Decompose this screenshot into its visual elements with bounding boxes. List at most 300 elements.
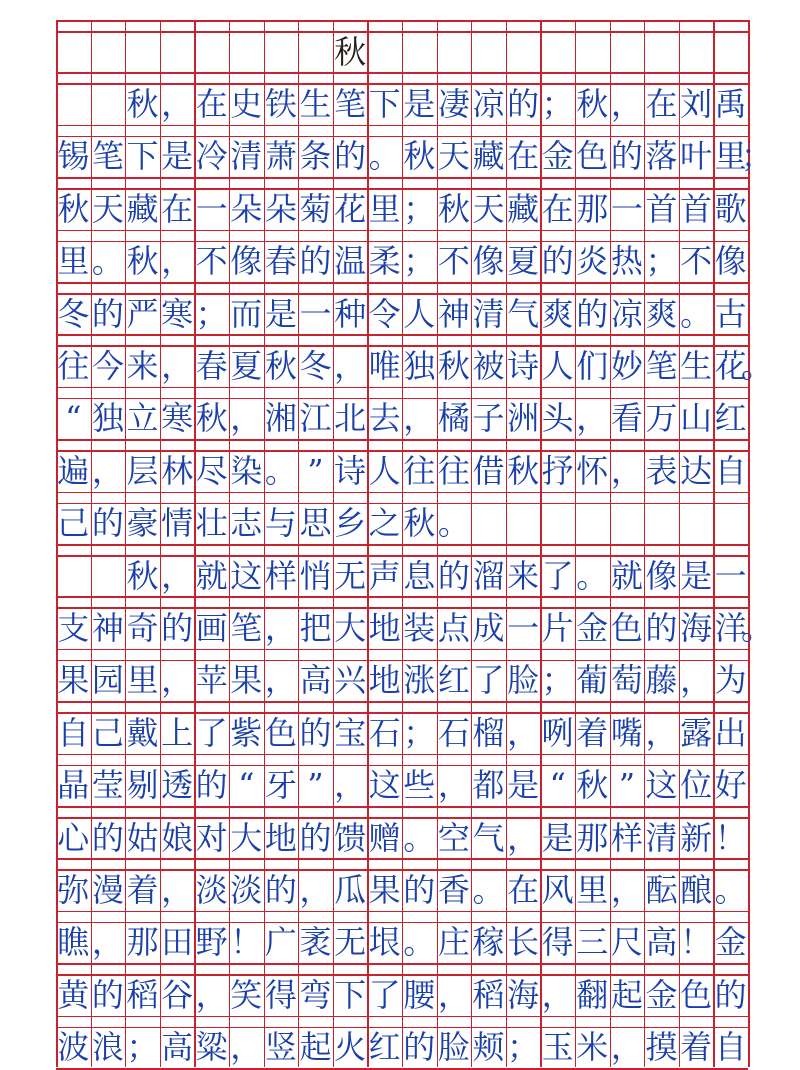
essay-char: 画: [195, 609, 228, 648]
essay-char: 粱: [195, 1028, 228, 1067]
essay-char: 藤: [645, 661, 678, 700]
essay-char: 得: [541, 923, 574, 962]
essay-char: 果: [230, 661, 263, 700]
essay-char: ，: [230, 1028, 263, 1067]
essay-char: 不: [437, 242, 470, 281]
essay-char: 了: [195, 713, 228, 752]
essay-char: 志: [230, 504, 263, 543]
essay-char: ；: [741, 137, 774, 176]
essay-char: 晶: [57, 766, 90, 805]
essay-char: 己: [57, 504, 90, 543]
essay-char: 漫: [91, 871, 124, 910]
essay-char: 广: [264, 923, 297, 962]
essay-char: ；: [541, 85, 574, 124]
essay-char: 些: [403, 766, 436, 805]
essay-char: 们: [576, 347, 609, 386]
essay-char: 三: [576, 923, 609, 962]
essay-char: 腰: [403, 975, 436, 1014]
essay-char: 豪: [126, 504, 159, 543]
essay-char: 来: [126, 347, 159, 386]
essay-char: 北: [334, 399, 367, 438]
essay-char: 清: [230, 137, 263, 176]
essay-char: 大: [230, 818, 263, 857]
essay-char: 秋: [57, 189, 90, 228]
essay-char: 着: [576, 713, 609, 752]
essay-char: 人: [403, 294, 436, 333]
essay-char: 的: [299, 818, 332, 857]
essay-char: 高: [161, 1028, 194, 1067]
essay-char: 落: [645, 137, 678, 176]
essay-char: 兴: [334, 661, 367, 700]
essay-char: ；: [126, 1028, 159, 1067]
essay-char: 谷: [161, 975, 194, 1014]
essay-char: 心: [57, 818, 90, 857]
essay-char: 而: [230, 294, 263, 333]
essay-char: 。: [741, 347, 774, 386]
essay-char: 达: [680, 451, 713, 490]
essay-char: 热: [610, 242, 643, 281]
essay-char: 娘: [161, 818, 194, 857]
essay-char: 。: [368, 137, 401, 176]
essay-char: 石: [437, 713, 470, 752]
essay-char: 果: [368, 871, 401, 910]
essay-char: 叶: [680, 137, 713, 176]
essay-char: 一: [299, 294, 332, 333]
essay-char: 借: [472, 451, 505, 490]
essay-char: 凉: [472, 85, 505, 124]
essay-char: 。: [472, 871, 505, 910]
essay-char: 的: [403, 871, 436, 910]
essay-char: ”: [618, 766, 636, 805]
essay-char: 浪: [91, 1028, 124, 1067]
essay-char: 金: [645, 975, 678, 1014]
essay-char: 柔: [368, 242, 401, 281]
essay-char: 样: [264, 556, 297, 595]
essay-char: 寒: [161, 399, 194, 438]
essay-char: 葡: [576, 661, 609, 700]
essay-char: 红: [368, 1028, 401, 1067]
essay-char: 姑: [126, 818, 159, 857]
essay-char: 往: [437, 451, 470, 490]
essay-char: 染: [230, 451, 263, 490]
essay-char: 透: [161, 766, 194, 805]
essay-char: “: [549, 766, 566, 805]
essay-char: 的: [161, 609, 194, 648]
essay-char: 莹: [91, 766, 124, 805]
essay-char: ，: [576, 399, 609, 438]
essay-char: 。: [680, 294, 713, 333]
essay-char: 橘: [437, 399, 470, 438]
essay-char: 点: [437, 609, 470, 648]
essay-char: 。: [714, 871, 747, 910]
essay-char: 地: [264, 818, 297, 857]
essay-char: 那: [576, 189, 609, 228]
essay-char: 夏: [507, 242, 540, 281]
essay-char: ，: [161, 556, 194, 595]
essay-char: 笔: [334, 85, 367, 124]
essay-char: 是: [264, 294, 297, 333]
essay-char: 起: [299, 1028, 332, 1067]
essay-char: 头: [541, 399, 574, 438]
essay-char: 生: [680, 347, 713, 386]
essay-char: 抒: [541, 451, 574, 490]
essay-char: 海: [507, 975, 540, 1014]
essay-char: 空: [437, 818, 470, 857]
essay-char: 寒: [161, 294, 194, 333]
essay-char: 色: [576, 137, 609, 176]
essay-char: 的: [541, 242, 574, 281]
essay-char: 把: [299, 609, 332, 648]
essay-char: 地: [368, 661, 401, 700]
essay-char: ，: [610, 1028, 643, 1067]
essay-char: 榴: [472, 713, 505, 752]
essay-char: ”: [307, 451, 324, 490]
essay-char: 无: [334, 923, 367, 962]
essay-char: 首: [680, 189, 713, 228]
essay-char: 的: [437, 556, 470, 595]
essay-char: ，: [610, 451, 643, 490]
essay-char: 里: [714, 137, 747, 176]
essay-char: 萧: [264, 137, 297, 176]
essay-char: 颊: [472, 1028, 505, 1067]
essay-char: ！: [680, 923, 713, 962]
essay-char: 情: [161, 504, 194, 543]
essay-char: 奇: [126, 609, 159, 648]
essay-char: 。: [264, 451, 297, 490]
essay-char: 往: [403, 451, 436, 490]
essay-char: ，: [610, 85, 643, 124]
essay-char: 嘴: [610, 713, 643, 752]
essay-char: 藏: [126, 189, 159, 228]
essay-char: ，: [264, 609, 297, 648]
essay-char: 的: [645, 609, 678, 648]
essay-char: ，: [230, 399, 263, 438]
essay-char: 米: [576, 1028, 609, 1067]
essay-char: 都: [472, 766, 505, 805]
essay-char: 刘: [680, 85, 713, 124]
essay-char: 藏: [507, 189, 540, 228]
essay-char: 就: [195, 556, 228, 595]
essay-char: 自: [57, 713, 90, 752]
essay-char: 史: [230, 85, 263, 124]
essay-char: 里: [368, 189, 401, 228]
essay-char: 是: [680, 556, 713, 595]
essay-char: 。: [576, 556, 609, 595]
essay-char: 之: [368, 504, 401, 543]
essay-char: 洋: [714, 609, 747, 648]
essay-char: 这: [230, 556, 263, 595]
essay-char: 淡: [230, 871, 263, 910]
essay-char: 着: [680, 1028, 713, 1067]
essay-char: 独: [91, 399, 124, 438]
essay-char: 红: [714, 399, 747, 438]
essay-char: 一: [195, 189, 228, 228]
essay-char: ；: [195, 294, 228, 333]
essay-char: ，: [195, 975, 228, 1014]
essay-char: 样: [610, 818, 643, 857]
essay-char: 下: [334, 975, 367, 1014]
essay-char: 为: [714, 661, 747, 700]
essay-char: 成: [472, 609, 505, 648]
essay-char: 。: [403, 923, 436, 962]
essay-char: 夏: [230, 347, 263, 386]
essay-char: 垠: [368, 923, 401, 962]
essay-char: 竖: [264, 1028, 297, 1067]
essay-char: 条: [299, 137, 332, 176]
essay-char: 长: [507, 923, 540, 962]
essay-char: ！: [230, 923, 263, 962]
essay-char: 馈: [334, 818, 367, 857]
essay-char: 支: [57, 609, 90, 648]
essay-char: 万: [645, 399, 678, 438]
essay-char: 大: [334, 609, 367, 648]
essay-char: 上: [161, 713, 194, 752]
essay-char: 秋: [264, 347, 297, 386]
essay-char: ；: [645, 242, 678, 281]
essay-char: 。: [437, 504, 470, 543]
essay-char: 在: [507, 137, 540, 176]
essay-char: 人: [541, 347, 574, 386]
essay-char: 酝: [645, 871, 678, 910]
essay-char: 火: [334, 1028, 367, 1067]
essay-char: 妙: [610, 347, 643, 386]
essay-char: 园: [91, 661, 124, 700]
essay-char: 了: [368, 975, 401, 1014]
essay-char: 的: [91, 504, 124, 543]
essay-char: ！: [714, 818, 747, 857]
essay-char: 袤: [299, 923, 332, 962]
essay-char: 红: [437, 661, 470, 700]
essay-char: 萄: [610, 661, 643, 700]
essay-char: 菊: [299, 189, 332, 228]
essay-char: ，: [161, 85, 194, 124]
essay-char: 露: [680, 713, 713, 752]
essay-char: 剔: [126, 766, 159, 805]
essay-char: 秋: [437, 347, 470, 386]
essay-char: 声: [368, 556, 401, 595]
essay-char: 弥: [57, 871, 90, 910]
essay-char: 像: [472, 242, 505, 281]
essay-char: 凉: [610, 294, 643, 333]
essay-char: 装: [403, 609, 436, 648]
essay-char: 那: [126, 923, 159, 962]
essay-char: ；: [403, 242, 436, 281]
essay-char: 赠: [368, 818, 401, 857]
essay-char: 了: [472, 661, 505, 700]
essay-char: 乡: [334, 504, 367, 543]
essay-char: 对: [195, 818, 228, 857]
essay-char: 的: [299, 713, 332, 752]
essay-char: 自: [714, 1028, 747, 1067]
essay-char: 是: [161, 137, 194, 176]
essay-char: 春: [195, 347, 228, 386]
essay-char: 的: [403, 1028, 436, 1067]
essay-char: 淡: [195, 871, 228, 910]
essay-char: 春: [264, 242, 297, 281]
essay-char: 朵: [264, 189, 297, 228]
essay-char: 独: [403, 347, 436, 386]
essay-char: 涨: [403, 661, 436, 700]
essay-char: 。: [741, 609, 774, 648]
essay-char: 是: [541, 818, 574, 857]
essay-char: 与: [264, 504, 297, 543]
grid-row-bottom-line: [56, 1068, 748, 1070]
essay-char: 悄: [299, 556, 332, 595]
essay-char: 果: [57, 661, 90, 700]
essay-char: 高: [299, 661, 332, 700]
essay-char: 笔: [91, 137, 124, 176]
essay-char: 江: [299, 399, 332, 438]
essay-char: 野: [195, 923, 228, 962]
essay-char: 瓜: [334, 871, 367, 910]
essay-char: 在: [645, 85, 678, 124]
essay-char: 子: [472, 399, 505, 438]
essay-char: 笑: [230, 975, 263, 1014]
essay-char: ，: [299, 871, 332, 910]
essay-char: 里: [57, 242, 90, 281]
essay-char: 地: [368, 609, 401, 648]
essay-char: 在: [507, 871, 540, 910]
essay-char: 被: [472, 347, 505, 386]
essay-char: 往: [57, 347, 90, 386]
essay-char: 脸: [507, 661, 540, 700]
essay-char: 层: [126, 451, 159, 490]
essay-char: 就: [610, 556, 643, 595]
essay-char: 新: [680, 818, 713, 857]
essay-char: 高: [645, 923, 678, 962]
essay-char: 田: [161, 923, 194, 962]
essay-char: 牙: [264, 766, 297, 805]
essay-char: 锡: [57, 137, 90, 176]
essay-char: 在: [541, 189, 574, 228]
essay-char: 在: [161, 189, 194, 228]
essay-char: 今: [91, 347, 124, 386]
essay-char: 炎: [576, 242, 609, 281]
essay-char: 脸: [437, 1028, 470, 1067]
essay-char: 那: [576, 818, 609, 857]
essay-char: 怀: [576, 451, 609, 490]
essay-char: 玉: [541, 1028, 574, 1067]
essay-char: 石: [368, 713, 401, 752]
essay-char: 宝: [334, 713, 367, 752]
essay-char: 的: [195, 766, 228, 805]
essay-char: 冬: [299, 347, 332, 386]
essay-char: 的: [610, 137, 643, 176]
essay-char: 的: [91, 818, 124, 857]
essay-char: 尽: [195, 451, 228, 490]
essay-char: 秋: [403, 504, 436, 543]
essay-char: 得: [264, 975, 297, 1014]
essay-char: 山: [680, 399, 713, 438]
essay-char: 金: [576, 609, 609, 648]
essay-char: 神: [437, 294, 470, 333]
essay-char: 冬: [57, 294, 90, 333]
essay-char: 风: [541, 871, 574, 910]
essay-char: 不: [680, 242, 713, 281]
essay-char: 严: [126, 294, 159, 333]
essay-char: 冷: [195, 137, 228, 176]
essay-char: 诗: [507, 347, 540, 386]
essay-char: ，: [161, 871, 194, 910]
essay-char: ，: [437, 975, 470, 1014]
essay-char: 不: [195, 242, 228, 281]
essay-char: 温: [334, 242, 367, 281]
essay-char: 像: [230, 242, 263, 281]
essay-char: 笔: [645, 347, 678, 386]
essay-char: 的: [334, 137, 367, 176]
essay-char: 尺: [610, 923, 643, 962]
essay-char: 无: [334, 556, 367, 595]
essay-char: 出: [714, 713, 747, 752]
essay-char: 令: [368, 294, 401, 333]
essay-char: ，: [91, 451, 124, 490]
essay-char: 禹: [714, 85, 747, 124]
essay-char: 气: [507, 294, 540, 333]
essay-char: 在: [195, 85, 228, 124]
essay-char: 色: [610, 609, 643, 648]
essay-char: 稻: [472, 975, 505, 1014]
essay-char: 翻: [576, 975, 609, 1014]
essay-title-char: 秋: [334, 32, 367, 71]
essay-char: 一: [507, 609, 540, 648]
essay-char: 秋: [576, 766, 609, 805]
essay-char: 的: [91, 294, 124, 333]
essay-char: 歌: [714, 189, 747, 228]
essay-char: ，: [610, 871, 643, 910]
essay-char: 这: [645, 766, 678, 805]
essay-char: 的: [91, 975, 124, 1014]
essay-char: 唯: [368, 347, 401, 386]
essay-char: 花: [714, 347, 747, 386]
essay-char: 里: [126, 661, 159, 700]
essay-char: ，: [403, 399, 436, 438]
essay-char: 林: [161, 451, 194, 490]
essay-char: 来: [507, 556, 540, 595]
essay-char: 。: [91, 242, 124, 281]
essay-char: 生: [299, 85, 332, 124]
essay-char: ，: [507, 713, 540, 752]
essay-char: 下: [368, 85, 401, 124]
essay-char: 秋: [126, 242, 159, 281]
essay-char: 了: [541, 556, 574, 595]
essay-char: 息: [403, 556, 436, 595]
essay-char: 立: [126, 399, 159, 438]
essay-char: 清: [472, 294, 505, 333]
essay-char: ，: [334, 347, 367, 386]
essay-char: 爽: [645, 294, 678, 333]
essay-char: ，: [334, 766, 367, 805]
essay-char: 秋: [437, 189, 470, 228]
essay-char: ，: [437, 766, 470, 805]
essay-char: 的: [299, 242, 332, 281]
essay-char: 去: [368, 399, 401, 438]
essay-char: 诗: [334, 451, 367, 490]
essay-char: 湘: [264, 399, 297, 438]
essay-char: 秋: [126, 556, 159, 595]
essay-char: 色: [264, 713, 297, 752]
essay-char: 起: [610, 975, 643, 1014]
essay-char: 铁: [264, 85, 297, 124]
essay-char: 一: [714, 556, 747, 595]
essay-char: “: [65, 399, 82, 438]
essay-char: 像: [714, 242, 747, 281]
essay-char: 香: [437, 871, 470, 910]
essay-char: 种: [334, 294, 367, 333]
essay-char: 首: [645, 189, 678, 228]
essay-char: 天: [437, 137, 470, 176]
essay-char: 表: [645, 451, 678, 490]
essay-char: ；: [403, 189, 436, 228]
